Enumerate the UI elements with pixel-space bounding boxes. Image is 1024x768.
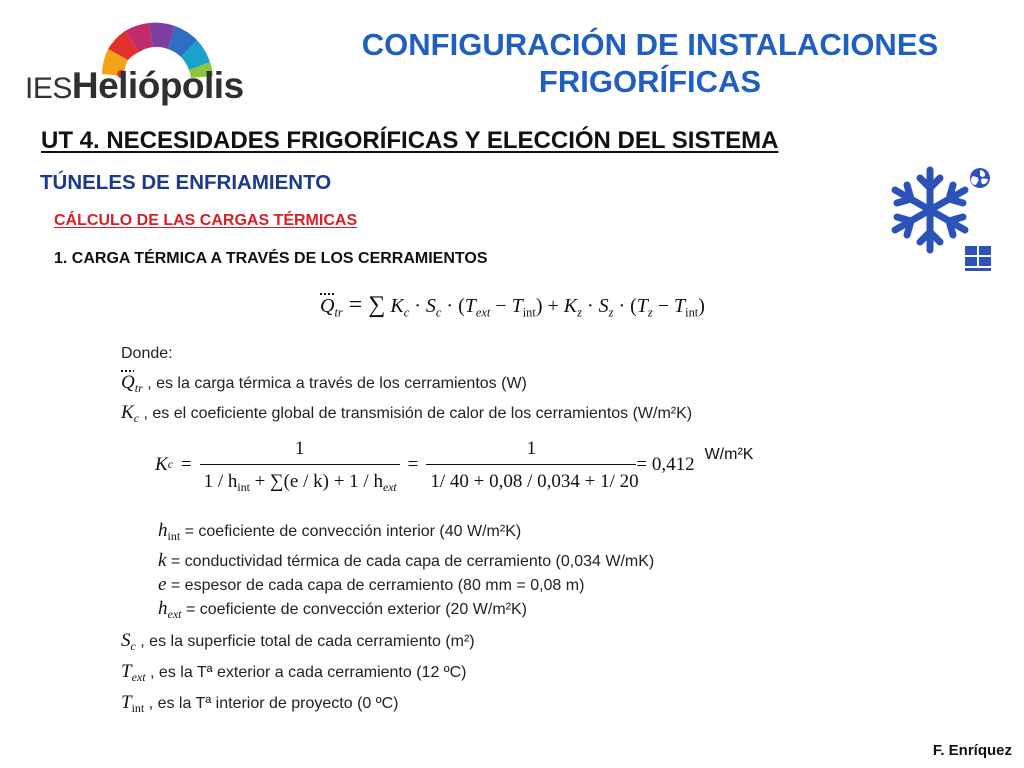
- tint-definition: [121, 692, 398, 716]
- t-ext-sub: ext: [475, 305, 491, 320]
- sc-sub: c: [130, 639, 136, 654]
- t-ext-t: T: [464, 295, 476, 317]
- lp-1: (: [458, 295, 465, 317]
- sc-c: c: [435, 305, 442, 320]
- hint-text: = coeficiente de convección interior (40 W/m²K): [180, 523, 522, 540]
- kz-z: z: [577, 305, 582, 320]
- donde-label: Donde:: [121, 345, 173, 362]
- sz-z: z: [608, 305, 614, 320]
- equals-sum: = ∑: [342, 292, 386, 318]
- kc-fraction-1: [200, 438, 400, 493]
- kc-frac2-den: 1/ 40 + 0,08 / 0,034 + 1/ 20: [426, 464, 636, 493]
- q-def-symbol: Q: [121, 372, 135, 393]
- kc-equation: K c = $\frac{1}{1 / h_{int} + \sum(e / k) + 1 / h_{ext}}$ = $\frac{1}{1/ 40 + 0,08 / 0,034 + 1/ 20}$ = 0,412 W/m²K: [155, 437, 754, 494]
- main-formula: [320, 292, 705, 319]
- kc-c: c: [403, 305, 410, 320]
- q-def-text: , es la carga térmica a través de los cerramientos (W): [142, 375, 527, 392]
- kc-result: = 0,412: [636, 454, 695, 475]
- kc-definition: [121, 402, 692, 426]
- tint-symbol: T: [121, 692, 132, 713]
- rp-1: ): [535, 295, 543, 317]
- sc-symbol: S: [121, 630, 131, 651]
- kc-k: K: [390, 295, 404, 317]
- hext-symbol: h: [158, 598, 168, 619]
- plus-1: +: [542, 295, 564, 317]
- tint2-t: T: [674, 295, 686, 317]
- e-definition: [158, 574, 584, 596]
- kc-unit: W/m²K: [704, 446, 754, 463]
- k-symbol: k: [158, 550, 167, 571]
- subsection-heading: CÁLCULO DE LAS CARGAS TÉRMICAS: [54, 212, 358, 229]
- kc-fraction-2: [426, 437, 639, 493]
- text-definition: [121, 661, 467, 685]
- section-heading: TÚNELES DE ENFRIAMIENTO: [40, 171, 332, 194]
- minus-2: −: [652, 295, 675, 317]
- k-definition: [158, 550, 654, 572]
- dot-3: ·: [581, 295, 599, 317]
- kz-k: K: [563, 295, 578, 317]
- q-sub: tr: [334, 305, 343, 320]
- tint-text: , es la Tª interior de proyecto (0 ºC): [144, 695, 399, 712]
- logo-name: Heliópolis: [71, 65, 244, 106]
- dot-1: ·: [409, 295, 426, 317]
- kc-den1-b: + ∑(e / k) + 1 / h: [249, 470, 383, 492]
- e-text: = espesor de cada capa de cerramiento (80 mm = 0,08 m): [166, 577, 585, 594]
- kc-eq-k: K: [155, 454, 168, 475]
- text-text: , es la Tª exterior a cada cerramiento (12 ºC): [145, 664, 467, 681]
- hint-symbol: h: [158, 520, 168, 541]
- dot-2: ·: [441, 295, 459, 317]
- tint-sub: int: [131, 701, 145, 716]
- kc-eq-equals-2: =: [407, 454, 419, 475]
- kc-eq-equals: =: [180, 454, 192, 475]
- t-int-t: T: [511, 295, 523, 317]
- hint-sub: int: [167, 529, 181, 544]
- item-heading: 1. CARGA TÉRMICA A TRAVÉS DE LOS CERRAMIENTOS: [54, 250, 488, 267]
- t-int-sub: int: [522, 305, 536, 320]
- sc-s: S: [425, 295, 436, 317]
- kc-def-symbol: K: [121, 402, 134, 423]
- tz-z: z: [647, 305, 653, 320]
- minus-1: −: [490, 295, 512, 317]
- k-text: = conductividad térmica de cada capa de cerramiento (0,034 W/mK): [166, 553, 655, 570]
- kc-den1-ext: ext: [382, 480, 397, 494]
- snowflake-fan-icon: [888, 164, 992, 272]
- hext-text: = coeficiente de convección exterior (20 W/m²K): [181, 601, 527, 618]
- sc-text: , es la superficie total de cada cerramiento (m²): [135, 633, 475, 650]
- unit-heading: UT 4. NECESIDADES FRIGORÍFICAS Y ELECCIÓN DEL SISTEMA: [41, 127, 779, 154]
- logo-text: [25, 66, 244, 109]
- text-symbol: T: [121, 661, 132, 682]
- kc-frac1-num: 1: [294, 437, 305, 459]
- q-symbol: Q: [320, 295, 335, 317]
- logo-prefix: IES: [25, 72, 72, 105]
- e-symbol: e: [158, 574, 167, 595]
- hint-definition: [158, 520, 521, 544]
- page-title: CONFIGURACIÓN DE INSTALACIONES FRIGORÍFICAS: [361, 27, 939, 99]
- sc-definition: [121, 630, 475, 654]
- kc-den1-a: 1 / h: [203, 470, 238, 492]
- q-def-sub: tr: [134, 381, 143, 396]
- hext-definition: [158, 598, 527, 622]
- kc-def-text: , es el coeficiente global de transmisión de calor de los cerramientos (W/m²K): [139, 405, 693, 422]
- hext-sub: ext: [167, 607, 182, 622]
- tint2-sub: int: [685, 305, 699, 320]
- kc-frac2-num: 1: [526, 437, 537, 459]
- kc-frac1-den: [200, 464, 400, 493]
- dot-4: ·: [613, 295, 631, 317]
- q-definition: [121, 372, 527, 396]
- kc-den1-int: int: [237, 480, 250, 494]
- kc-def-sub: c: [133, 411, 140, 426]
- author-credit: F. Enríquez: [932, 742, 1012, 759]
- text-sub: ext: [131, 670, 146, 685]
- lp-2: (: [630, 295, 637, 317]
- sz-s: S: [598, 295, 609, 317]
- rp-2: ): [698, 295, 705, 317]
- tz-t: T: [636, 295, 648, 317]
